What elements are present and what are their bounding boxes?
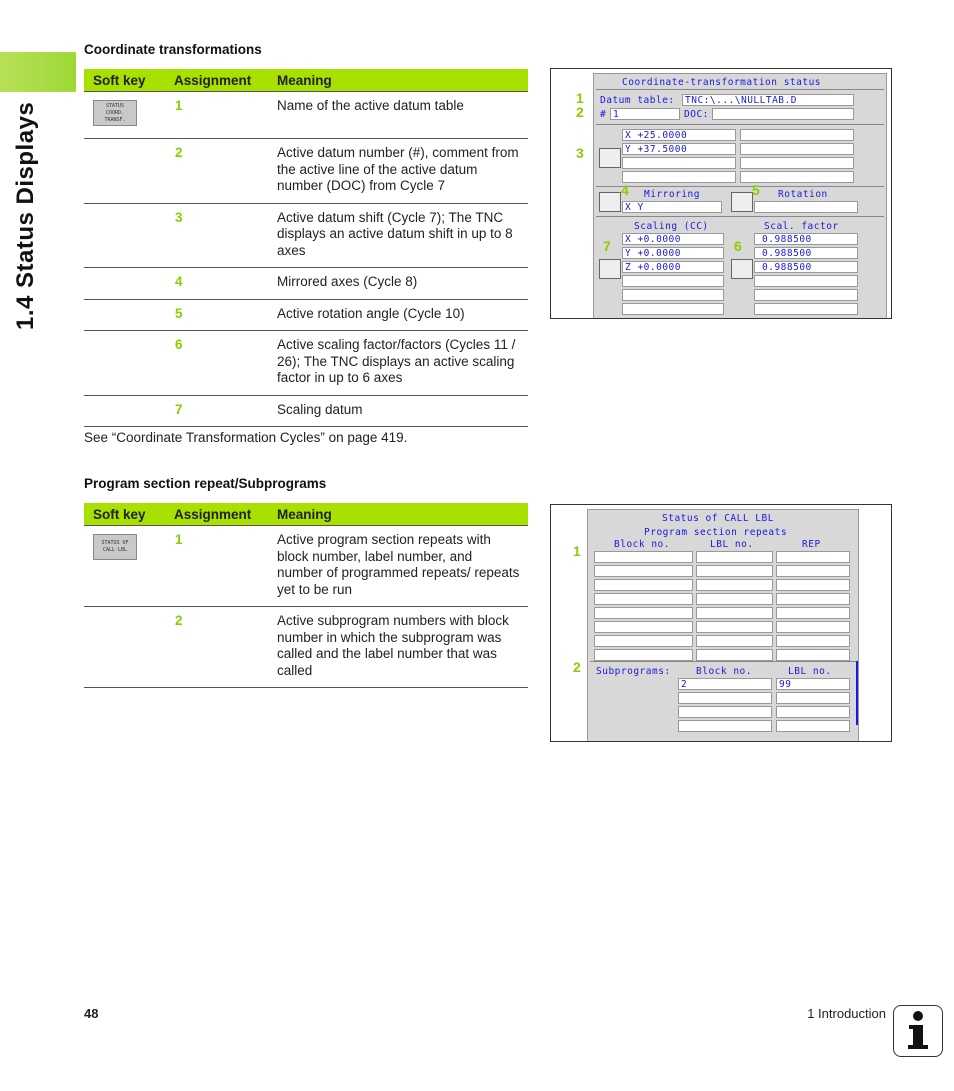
rotation-label: Rotation (778, 189, 828, 200)
call-lbl-status-screen (550, 504, 892, 742)
mirroring-icon (599, 192, 621, 212)
screen-subtitle: Program section repeats (644, 527, 788, 538)
assignment-num: 4 (166, 268, 268, 300)
factor-y-value: 0.988500 (762, 248, 812, 259)
info-icon (893, 1005, 943, 1057)
doc-label: DOC: (684, 109, 709, 120)
datum-table-value: TNC:\...\NULLTAB.D (685, 95, 797, 106)
header-assignment: Assignment (166, 69, 268, 92)
softkey-cell (84, 92, 166, 139)
screen-panel (593, 73, 887, 319)
col-block-label: Block no. (614, 539, 670, 550)
header-softkey: Soft key (84, 503, 166, 526)
factor-z-value: 0.988500 (762, 262, 812, 273)
subprograms-label: Subprograms: (596, 666, 671, 677)
screen-title: Coordinate-transformation status (622, 77, 822, 88)
datum-number-value: 1 (613, 109, 620, 120)
meaning-text: Name of the active datum table (268, 92, 528, 139)
screen-panel (587, 509, 859, 742)
assignment-num: 7 (166, 395, 268, 427)
status-call-lbl-softkey[interactable]: STATUS OF CALL LBL (93, 534, 137, 560)
rotation-field (754, 201, 858, 213)
callout-6: 6 (734, 238, 742, 254)
section-title-coordinate: Coordinate transformations (84, 42, 262, 57)
scaling-datum-icon (599, 259, 621, 279)
sub-lbl-label: LBL no. (788, 666, 832, 677)
meaning-text: Mirrored axes (Cycle 8) (268, 268, 528, 300)
rotation-icon (731, 192, 753, 212)
datum-table-label: Datum table: (600, 95, 675, 106)
datum-shift-icon (599, 148, 621, 168)
assignment-num: 2 (166, 139, 268, 204)
assignment-num: 5 (166, 299, 268, 331)
assignment-num: 2 (166, 607, 268, 688)
repeat-grid (594, 551, 850, 659)
shift-y-value: Y +37.5000 (625, 144, 688, 155)
scaling-label: Scaling (CC) (634, 221, 709, 232)
assignment-num: 1 (166, 526, 268, 607)
doc-field (712, 108, 854, 120)
assignment-num: 1 (166, 92, 268, 139)
callout-7: 7 (603, 238, 611, 254)
header-assignment: Assignment (166, 503, 268, 526)
mirroring-value: X Y (625, 202, 644, 213)
softkey-cell (84, 526, 166, 607)
datum-number-field (610, 108, 680, 120)
header-meaning: Meaning (268, 503, 528, 526)
sub-lbl-value: 99 (779, 679, 792, 690)
col-lbl-label: LBL no. (710, 539, 754, 550)
scaling-y-value: Y +0.0000 (625, 248, 681, 259)
callout-1: 1 (576, 90, 584, 106)
hash-label: # (600, 109, 607, 120)
shift-x-value: X +25.0000 (625, 130, 688, 141)
header-softkey: Soft key (84, 69, 166, 92)
coordinate-table (84, 69, 528, 427)
meaning-text: Scaling datum (268, 395, 528, 427)
callout-1: 1 (573, 543, 581, 559)
coordinate-status-screen (550, 68, 892, 319)
callout-5: 5 (752, 182, 760, 198)
meaning-text: Active rotation angle (Cycle 10) (268, 299, 528, 331)
status-coord-transf-softkey[interactable]: STATUS COORD. TRANSF. (93, 100, 137, 126)
header-meaning: Meaning (268, 69, 528, 92)
meaning-text: Active program section repeats with block number, label number, and number of programmed repeats/ repeats yet to be run (268, 526, 528, 607)
factor-x-value: 0.988500 (762, 234, 812, 245)
col-rep-label: REP (802, 539, 821, 550)
meaning-text: Active scaling factor/factors (Cycles 11 / 26); The TNC displays an active scaling factor in up to 6 axes (268, 331, 528, 396)
sub-block-value: 2 (681, 679, 688, 690)
scaling-z-value: Z +0.0000 (625, 262, 681, 273)
assignment-num: 3 (166, 203, 268, 268)
cross-reference: See “Coordinate Transformation Cycles” on page 419. (84, 430, 408, 445)
callout-3: 3 (576, 145, 584, 161)
sub-block-label: Block no. (696, 666, 752, 677)
callout-2: 2 (576, 104, 584, 120)
meaning-text: Active datum shift (Cycle 7); The TNC displays an active datum shift in up to 8 axes (268, 203, 528, 268)
screen-title: Status of CALL LBL (662, 513, 774, 524)
meaning-text: Active datum number (#), comment from the active line of the active datum number (DOC) from Cycle 7 (268, 139, 528, 204)
program-repeat-table (84, 503, 528, 688)
mirroring-label: Mirroring (644, 189, 700, 200)
callout-2: 2 (573, 659, 581, 675)
side-tab-marker (0, 52, 76, 92)
scale-factor-icon (731, 259, 753, 279)
side-chapter-title: 1.4 Status Displays (12, 101, 39, 330)
meaning-text: Active subprogram numbers with block number in which the subprogram was called and the label number that was called (268, 607, 528, 688)
page-number: 48 (84, 1006, 99, 1021)
assignment-num: 6 (166, 331, 268, 396)
scaling-x-value: X +0.0000 (625, 234, 681, 245)
scal-factor-label: Scal. factor (764, 221, 839, 232)
chapter-label: 1 Introduction (807, 1006, 886, 1021)
section-title-program-repeat: Program section repeat/Subprograms (84, 476, 327, 491)
callout-4: 4 (621, 182, 629, 198)
